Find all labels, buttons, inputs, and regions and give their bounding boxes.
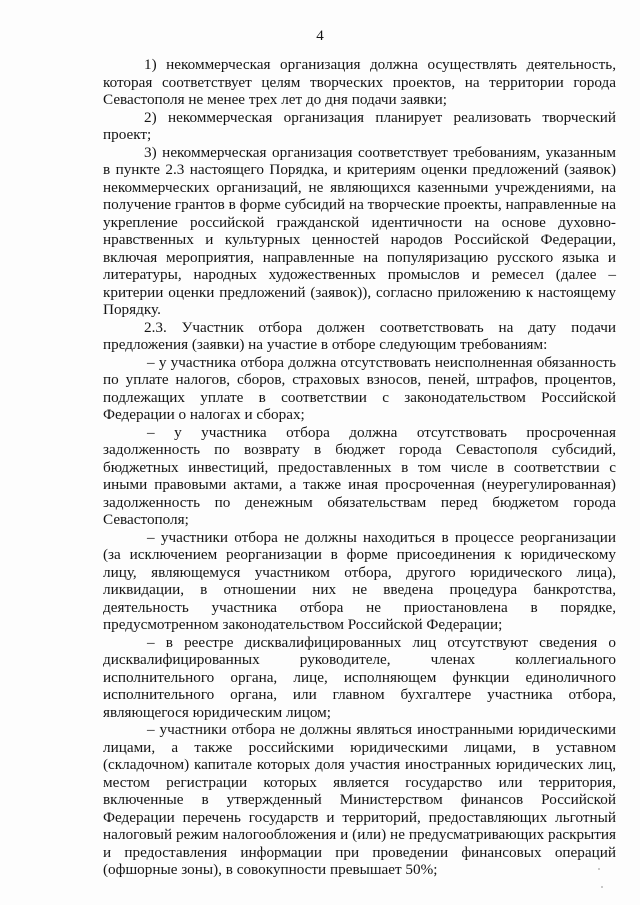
page-number: 4 (316, 28, 324, 44)
body-text (103, 56, 616, 879)
scan-speck (598, 868, 600, 870)
paragraph-requirement-reorganization: – участники отбора не должны находиться в процессе реорганизации (за исключением реорганизации в форме присоединения к юридическому лицу, являющемуся участником отбора, другого юридического лица), ликвидации, в отношении них не введена процедура банкротства, деятельность участника отбора не приостановлена в порядке, предусмотренном законодательством Российской Федерации; (103, 528, 616, 633)
paragraph-requirement-taxes: – у участника отбора должна отсутствовать неисполненная обязанность по уплате налогов, сборов, страховых взносов, пеней, штрафов, процентов, подлежащих уплате в соответствии с законодательством Российской Федерации о налогах и сборах; (103, 353, 616, 423)
scan-speck (601, 886, 603, 888)
paragraph-requirement-disqualified: – в реестре дисквалифицированных лиц отсутствуют сведения о дисквалифицированных руководителе, членах коллегиального исполнительного органа, лице, исполняющем функции единоличного исполнительного органа, или главном бухгалтере участника отбора, являющегося юридическим лицом; (103, 633, 616, 721)
paragraph-condition-2: 2) некоммерческая организация планирует реализовать творческий проект; (103, 108, 616, 143)
paragraph-condition-3: 3) некоммерческая организация соответствует требованиям, указанным в пункте 2.3 настоящего Порядка, и критериям оценки предложений (заявок) некоммерческих организаций, не являющихся казенными учреждениями, на получение грантов в форме субсидий на творческие проекты, направленные на укрепление российской гражданской идентичности на основе духовно-нравственных и культурных ценностей народов Российской Федерации, включая мероприятия, направленные на популяризацию русского языка и литературы, народных художественных промыслов и ремесел (далее – критерии оценки предложений (заявок)), согласно приложению к настоящему Порядку. (103, 143, 616, 318)
paragraph-section-2-3: 2.3. Участник отбора должен соответствовать на дату подачи предложения (заявки) на участие в отборе следующим требованиям: (103, 318, 616, 353)
paragraph-condition-1: 1) некоммерческая организация должна осуществлять деятельность, которая соответствует целям творческих проектов, на территории города Севастополя не менее трех лет до дня подачи заявки; (103, 56, 616, 108)
paragraph-requirement-offshore: – участники отбора не должны являться иностранными юридическими лицами, а также российскими юридическими лицами, в уставном (складочном) капитале которых доля участия иностранных юридических лиц, местом регистрации которых является государство или территория, включенные в утвержденный Министерством финансов Российской Федерации перечень государств и территорий, предоставляющих льготный налоговый режим налогообложения и (или) не предусматривающих раскрытия и предоставления информации при проведении финансовых операций (офшорные зоны), в совокупности превышает 50%; (103, 721, 616, 878)
paragraph-requirement-debt: – у участника отбора должна отсутствовать просроченная задолженность по возврату в бюджет города Севастополя субсидий, бюджетных инвестиций, предоставленных в том числе в соответствии с иными правовыми актами, а также иная просроченная (неурегулированная) задолженность по денежным обязательствам перед бюджетом города Севастополя; (103, 423, 616, 528)
